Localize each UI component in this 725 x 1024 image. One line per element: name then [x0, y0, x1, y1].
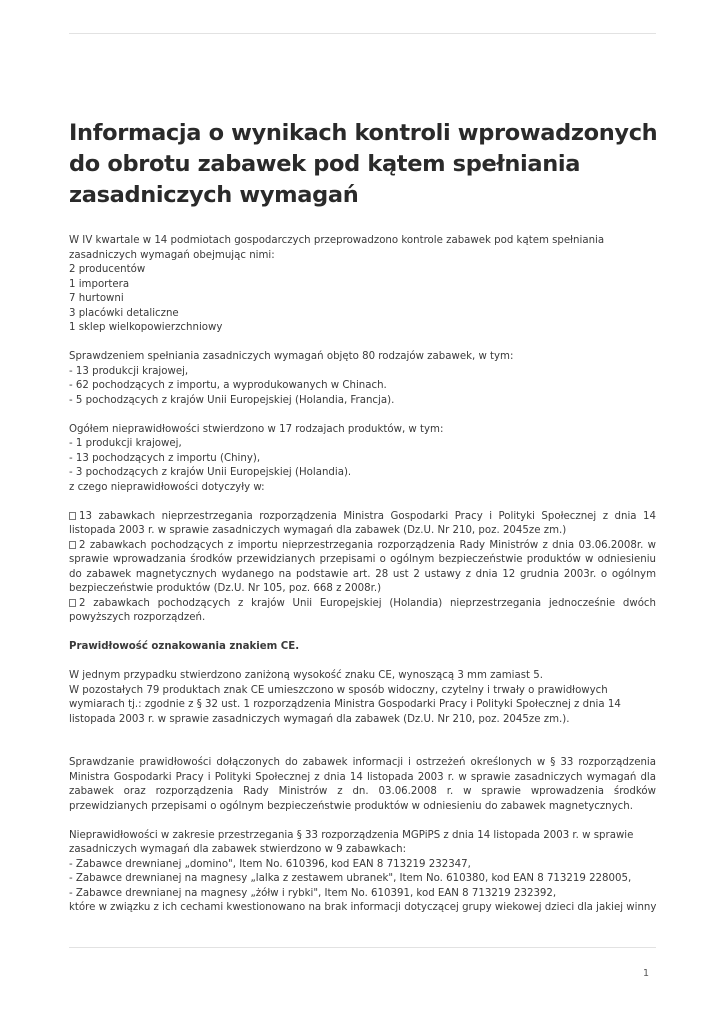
ce-line: W pozostałych 79 produktach znak CE umieszczono w sposób widoczny, czytelny i trwały o prawidłowych wymiarach tj.: zgodnie z § 32 ust. 1 rozporządzenia Ministra Gospodarki Pracy i Polityki Społecznej z dnia 14 listopada 2003 r. w sprawie zasadniczych wymagań dla zabawek (Dz.U. Nr 210, poz. 2045ze zm.). — [69, 684, 621, 725]
page-title: Informacja o wynikach kontroli wprowadzonych do obrotu zabawek pod kątem spełniania zasadniczych wymagań — [69, 120, 658, 208]
violations-tail: które w związku z ich cechami kwestionowano na brak informacji dotyczącej grupy wiekowej dzieci dla jakiej winny — [69, 902, 656, 913]
list-item: 1 importera — [69, 278, 130, 290]
list-item: 3 placówki detaliczne — [69, 307, 179, 319]
list-item: - 13 pochodzących z importu (Chiny), — [69, 452, 261, 464]
scope-line: Sprawdzeniem spełniania zasadniczych wymagań objęto 80 rodzajów zabawek, w tym: — [69, 351, 514, 362]
list-item: - 5 pochodzących z krajów Unii Europejskiej (Holandia, Francja). — [69, 394, 395, 406]
list-item: 1 sklep wielkopowierzchniowy — [69, 322, 223, 333]
list-item: - 1 produkcji krajowej, — [69, 438, 182, 449]
list-item: - 3 pochodzących z krajów Unii Europejskiej (Holandia). — [69, 467, 352, 478]
bullet-box-icon — [69, 512, 76, 520]
check-paragraph: Sprawdzanie prawidłowości dołączonych do zabawek informacji i ostrzeżeń określonych w § 33 rozporządzenia Ministra Gospodarki Pracy i Polityki Społecznej z dnia 14 listopada 2003 r. w sprawie zasadniczych wymagań dla zabawek oraz rozporządzenia Rady Ministrów z dn. 03.06.2008 r. w sprawie wprowadzenia środków przewidzianych przepisami o ogólnym bezpieczeństwie produktów w odniesieniu do zabawek magnetycznych. — [69, 757, 656, 812]
page-number: 1 — [642, 968, 649, 979]
bullet-item: 13 zabawkach nieprzestrzegania rozporządzenia Ministra Gospodarki Pracy i Polityki Społecznej z dnia 14 listopada 2003 r. w sprawie zasadniczych wymagań dla zabawek (Dz.U. Nr 210, poz. 2045ze zm.) — [69, 510, 656, 536]
list-item: 7 hurtowni — [69, 293, 124, 304]
scope-paragraph — [69, 350, 656, 408]
bullet-box-icon — [69, 541, 76, 549]
bullet-box-icon — [69, 599, 76, 607]
list-item: - 62 pochodzących z importu, a wyprodukowanych w Chinach. — [69, 380, 387, 391]
bullet-paragraph — [69, 510, 656, 626]
ce-heading: Prawidłowość oznakowania znakiem CE. — [69, 641, 300, 652]
bullet-item: 2 zabawkach pochodzących z importu nieprzestrzegania rozporządzenia Rady Ministrów z dnia 03.06.2008r. w sprawie wprowadzania środków przewidzianych przepisami o ogólnym bezpieczeństwie produktów w odniesieniu do zabawek magnetycznych wydanego na podstawie art. 28 ust 2 ustawy z dnia 12 grudnia 2003r. o ogólnym bezpieczeństwie produktów (Dz.U. Nr 105, poz. 668 z 2008r.) — [69, 539, 656, 594]
list-item: - Zabawce drewnianej na magnesy „lalka z zestawem ubranek", Item No. 610380, kod EAN 8 713219 228005, — [69, 873, 632, 884]
intro-line: W IV kwartale w 14 podmiotach gospodarczych przeprowadzono kontrole zabawek pod kątem spełniania zasadniczych wymagań obejmując nimi: — [69, 235, 605, 261]
irregular-tail: z czego nieprawidłowości dotyczyły w: — [69, 481, 265, 493]
footer-rule — [69, 947, 656, 948]
header-rule — [69, 33, 656, 34]
violations-paragraph — [69, 829, 656, 916]
list-item: - Zabawce drewnianej na magnesy „żółw i rybki", Item No. 610391, kod EAN 8 713219 232392, — [69, 887, 557, 899]
document-body — [69, 234, 656, 916]
list-item: - Zabawce drewnianej „domino", Item No. 610396, kod EAN 8 713219 232347, — [69, 858, 471, 870]
ce-line: W jednym przypadku stwierdzono zaniżoną wysokość znaku CE, wynoszącą 3 mm zamiast 5. — [69, 670, 543, 681]
bullet-item: 2 zabawkach pochodzących z krajów Unii Europejskiej (Holandia) nieprzestrzegania jednocześnie dwóch powyższych rozporządzeń. — [69, 597, 656, 623]
intro-paragraph — [69, 234, 656, 336]
list-item: 2 producentów — [69, 264, 146, 275]
violations-line: Nieprawidłowości w zakresie przestrzegania § 33 rozporządzenia MGPiPS z dnia 14 listopada 2003 r. w sprawie zasadniczych wymagań dla zabawek stwierdzono w 9 zabawkach: — [69, 829, 634, 855]
irregular-paragraph — [69, 423, 656, 496]
list-item: - 13 produkcji krajowej, — [69, 365, 189, 377]
ce-paragraph — [69, 669, 656, 727]
irregular-line: Ogółem nieprawidłowości stwierdzono w 17 rodzajach produktów, w tym: — [69, 423, 444, 435]
